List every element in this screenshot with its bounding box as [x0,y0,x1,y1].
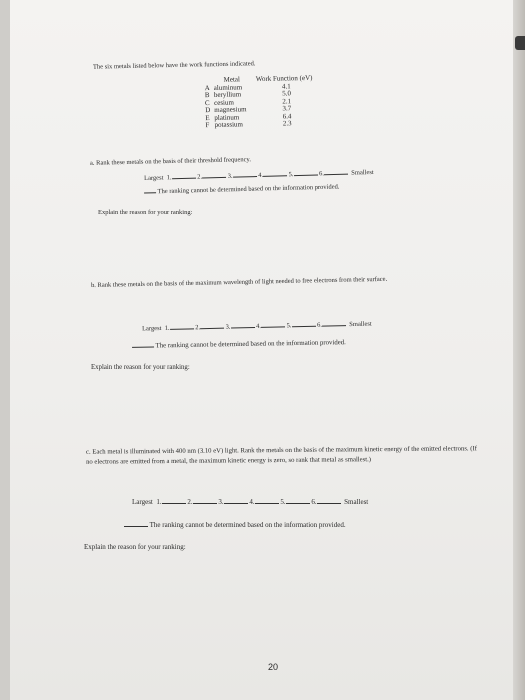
page-number: 20 [268,662,279,672]
intro-text: The six metals listed below have the work functions indicated. [92,60,256,71]
part-a-question: a. Rank these metals on the basis of their threshold frequency. [89,156,252,167]
rank-blank-3[interactable] [232,168,256,178]
part-c-question: c. Each metal is illuminated with 400 nm (3.10 eV) light. Rank the metals on the basis of the maximum kinetic energy of the emitted electrons. (If no electrons are emitted from a metal, the maximum kinetic energy is zero, so rank that metal as smallest.) [85,445,477,466]
part-b-ranking: Largest 1. 2. 3. 4. 5. 6. Smallest [142,317,372,335]
part-a-cannot-determine: The ranking cannot be determined based on the information provided. [144,179,340,197]
cannot-determine-blank[interactable] [144,184,156,193]
rank-blank-6[interactable] [324,166,348,176]
rank-blank-1[interactable] [171,170,195,180]
table-row: A aluminum 4.1 [204,81,291,92]
part-a-explain: Explain the reason for your ranking: [98,209,193,216]
table-row: C cesium 2.1 [204,96,292,107]
table-row: B beryllium 5.0 [204,89,291,100]
rank-blank-1[interactable] [169,320,193,330]
part-c-ranking: Largest 1. 2. 3. 4. 5. 6. Smallest [132,495,368,507]
part-b-explain: Explain the reason for your ranking: [91,364,190,371]
rank-blank-4[interactable] [255,495,279,504]
table-row: F potassium 2.3 [205,119,292,130]
rank-blank-2[interactable] [193,495,217,504]
rank-blank-5[interactable] [293,166,317,176]
rank-blank-1[interactable] [162,495,186,504]
part-b-question: b. Rank these metals on the basis of the maximum wavelength of light needed to free electrons from their surface. [90,275,388,290]
page-edge [513,0,525,700]
cannot-determine-blank[interactable] [124,518,148,527]
cannot-determine-blank[interactable] [132,338,154,347]
rank-blank-2[interactable] [200,320,224,330]
work-function-table [202,75,315,130]
binder-clip [515,36,525,50]
part-b-cannot-determine: The ranking cannot be determined based on the information provided. [132,335,346,352]
rank-blank-6[interactable] [322,317,346,327]
rank-blank-2[interactable] [202,169,226,179]
rank-blank-5[interactable] [291,318,315,328]
part-a-ranking: Largest 1. 2. 3. 4. 5. 6. Smallest [144,165,374,184]
col-header-work-function: Work Function (eV) [255,73,313,84]
part-c-explain: Explain the reason for your ranking: [84,543,186,551]
rank-blank-4[interactable] [261,318,285,328]
rank-blank-4[interactable] [263,167,287,177]
part-c-cannot-determine: The ranking cannot be determined based on the information provided. [124,518,346,530]
table-row: E platinum 6.4 [205,111,292,122]
col-header-metal: Metal [223,75,240,84]
rank-blank-6[interactable] [317,495,341,504]
rank-blank-3[interactable] [230,319,254,329]
table-row: D magnesium 3.7 [205,104,292,115]
rank-blank-5[interactable] [286,495,310,504]
rank-blank-3[interactable] [224,495,248,504]
